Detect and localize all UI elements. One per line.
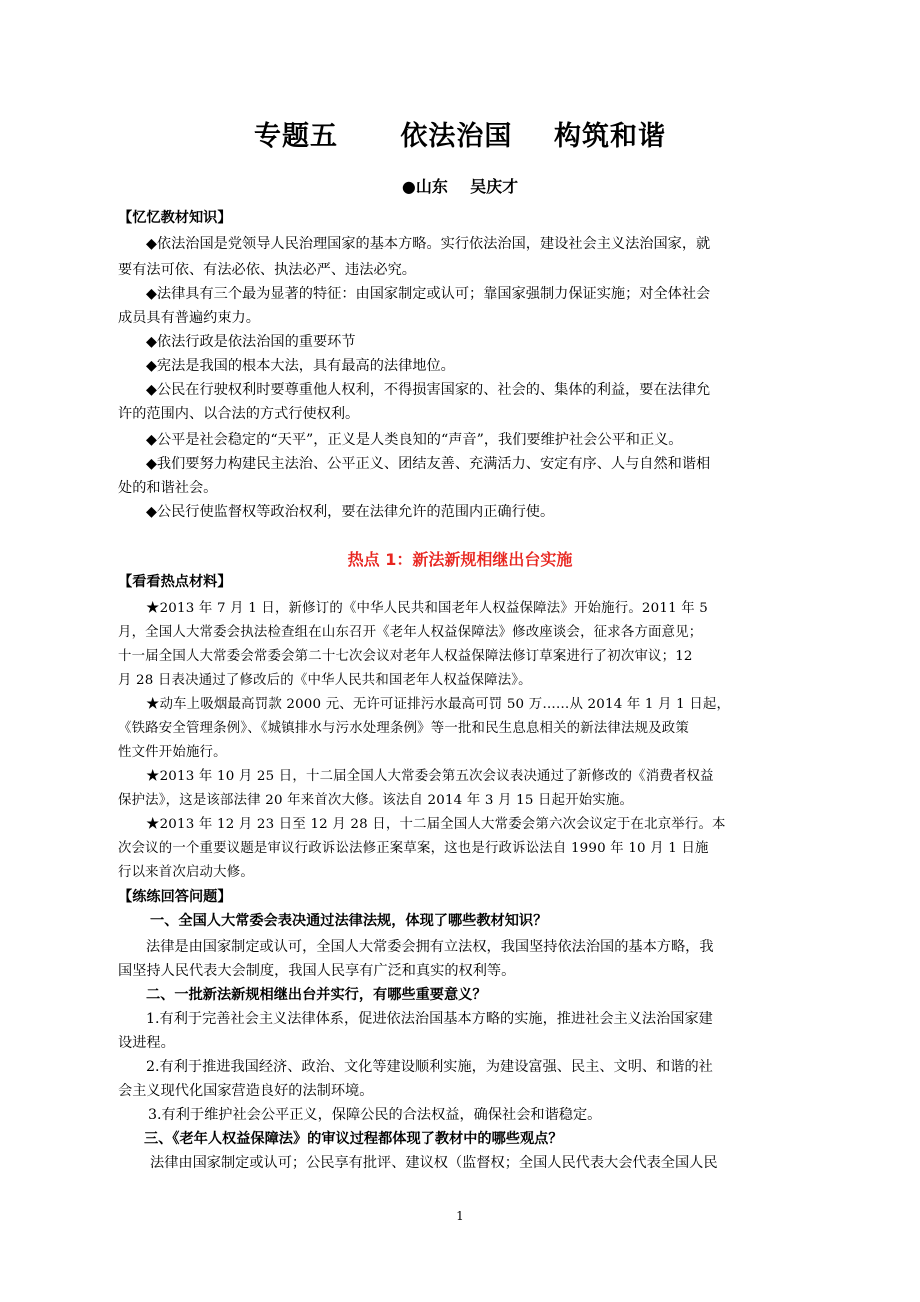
- author-line: ●山东 吴庆才: [401, 177, 519, 196]
- page-title: 专题五 依法治国 构筑和谐: [254, 121, 666, 152]
- paragraph-line: 要有法可依、有法必依、执法必严、违法必究。: [118, 262, 416, 278]
- material-line: 月 28 日表决通过了修改后的《中华人民共和国老年人权益保障法》。: [118, 673, 532, 688]
- answer-line: 设进程。: [118, 1035, 175, 1051]
- answer-line: 法律由国家制定或认可；公民享有批评、建议权（监督权；全国人民代表大会代表全国人民: [150, 1155, 718, 1171]
- section-heading-materials: 【看看热点材料】: [118, 574, 232, 590]
- material-line: 月，全国人大常委会执法检查组在山东召开《老年人权益保障法》修改座谈会，征求各方面意见；: [118, 625, 703, 640]
- material-line: ★动车上吸烟最高罚款 2000 元、无许可证排污水最高可罚 50 万……从 2014 年 1 月 1 日起，: [146, 697, 731, 712]
- paragraph-line: ◆依法行政是依法治国的重要环节: [146, 334, 356, 350]
- answer-line: 1.有利于完善社会主义法律体系，促进依法治国基本方略的实施，推进社会主义法治国家建: [146, 1011, 713, 1027]
- paragraph-line: ◆公民在行驶权利时要尊重他人权利，不得损害国家的、社会的、集体的利益，要在法律允: [146, 382, 711, 398]
- paragraph-line: 成员具有普遍约束力。: [118, 310, 260, 326]
- paragraph-line: ◆宪法是我国的根本大法，具有最高的法律地位。: [146, 358, 455, 374]
- answer-line: 会主义现代化国家营造良好的法制环境。: [118, 1083, 374, 1099]
- question-3: 三、《老年人权益保障法》的审议过程都体现了教材中的哪些观点？: [144, 1131, 563, 1147]
- material-line: ★2013 年 12 月 23 日至 12 月 28 日，十二届全国人大常委会第六次会议定于在北京举行。本: [146, 817, 726, 832]
- material-line: ★2013 年 7 月 1 日，新修订的《中华人民共和国老年人权益保障法》开始施行。2011 年 5: [146, 601, 709, 616]
- paragraph-line: ◆我们要努力构建民主法治、公平正义、团结友善、充满活力、安定有序、人与自然和谐相: [146, 456, 711, 472]
- answer-line: 2.有利于推进我国经济、政治、文化等建设顺利实施，为建设富强、民主、文明、和谐的社: [146, 1059, 713, 1075]
- answer-line: 法律是由国家制定或认可，全国人大常委会拥有立法权，我国坚持依法治国的基本方略，我: [146, 939, 714, 955]
- material-line: 行以来首次启动大修。: [118, 865, 254, 880]
- paragraph-line: ◆公民行使监督权等政治权利，要在法律允许的范围内正确行使。: [146, 504, 555, 520]
- paragraph-line: 许的范围内、以合法的方式行使权利。: [118, 406, 360, 422]
- paragraph-line: ◆公平是社会稳定的“天平”，正义是人类良知的“声音”，我们要维护社会公平和正义。: [146, 432, 683, 448]
- answer-line: 3.有利于维护社会公平正义，保障公民的合法权益，确保社会和谐稳定。: [148, 1107, 602, 1123]
- question-1: 一、全国人大常委会表决通过法律法规，体现了哪些教材知识？: [150, 913, 548, 929]
- section-heading-questions: 【练练回答问题】: [118, 889, 232, 905]
- page-number: 1: [456, 1209, 464, 1223]
- paragraph-line: ◆法律具有三个最为显著的特征：由国家制定或认可；靠国家强制力保证实施；对全体社会: [146, 286, 711, 302]
- section-heading-textbook: 【忆忆教材知识】: [118, 210, 232, 226]
- paragraph-line: ◆依法治国是党领导人民治理国家的基本方略。实行依法治国，建设社会主义法治国家，就: [146, 236, 711, 252]
- question-2: 二、一批新法新规相继出台并实行，有哪些重要意义？: [146, 987, 487, 1003]
- material-line: 次会议的一个重要议题是审议行政诉讼法修正案草案，这也是行政诉讼法自 1990 年 10 月 1 日施: [118, 841, 709, 856]
- paragraph-line: 处的和谐社会。: [118, 480, 218, 496]
- hotspot-title: 热点 1：新法新规相继出台实施: [347, 550, 573, 569]
- material-line: 十一届全国人大常委会常委会第二十七次会议对老年人权益保障法修订草案进行了初次审议；12: [118, 649, 693, 664]
- material-line: 《铁路安全管理条例》、《城镇排水与污水处理条例》等一批和民生息息相关的新法律法规及政策: [118, 721, 689, 736]
- material-line: 性文件开始施行。: [118, 745, 227, 760]
- answer-line: 国坚持人民代表大会制度，我国人民享有广泛和真实的权利等。: [118, 963, 516, 979]
- material-line: 保护法》，这是该部法律 20 年来首次大修。该法自 2014 年 3 月 15 日起开始实施。: [118, 793, 634, 808]
- material-line: ★2013 年 10 月 25 日，十二届全国人大常委会第五次会议表决通过了新修改的《消费者权益: [146, 769, 714, 784]
